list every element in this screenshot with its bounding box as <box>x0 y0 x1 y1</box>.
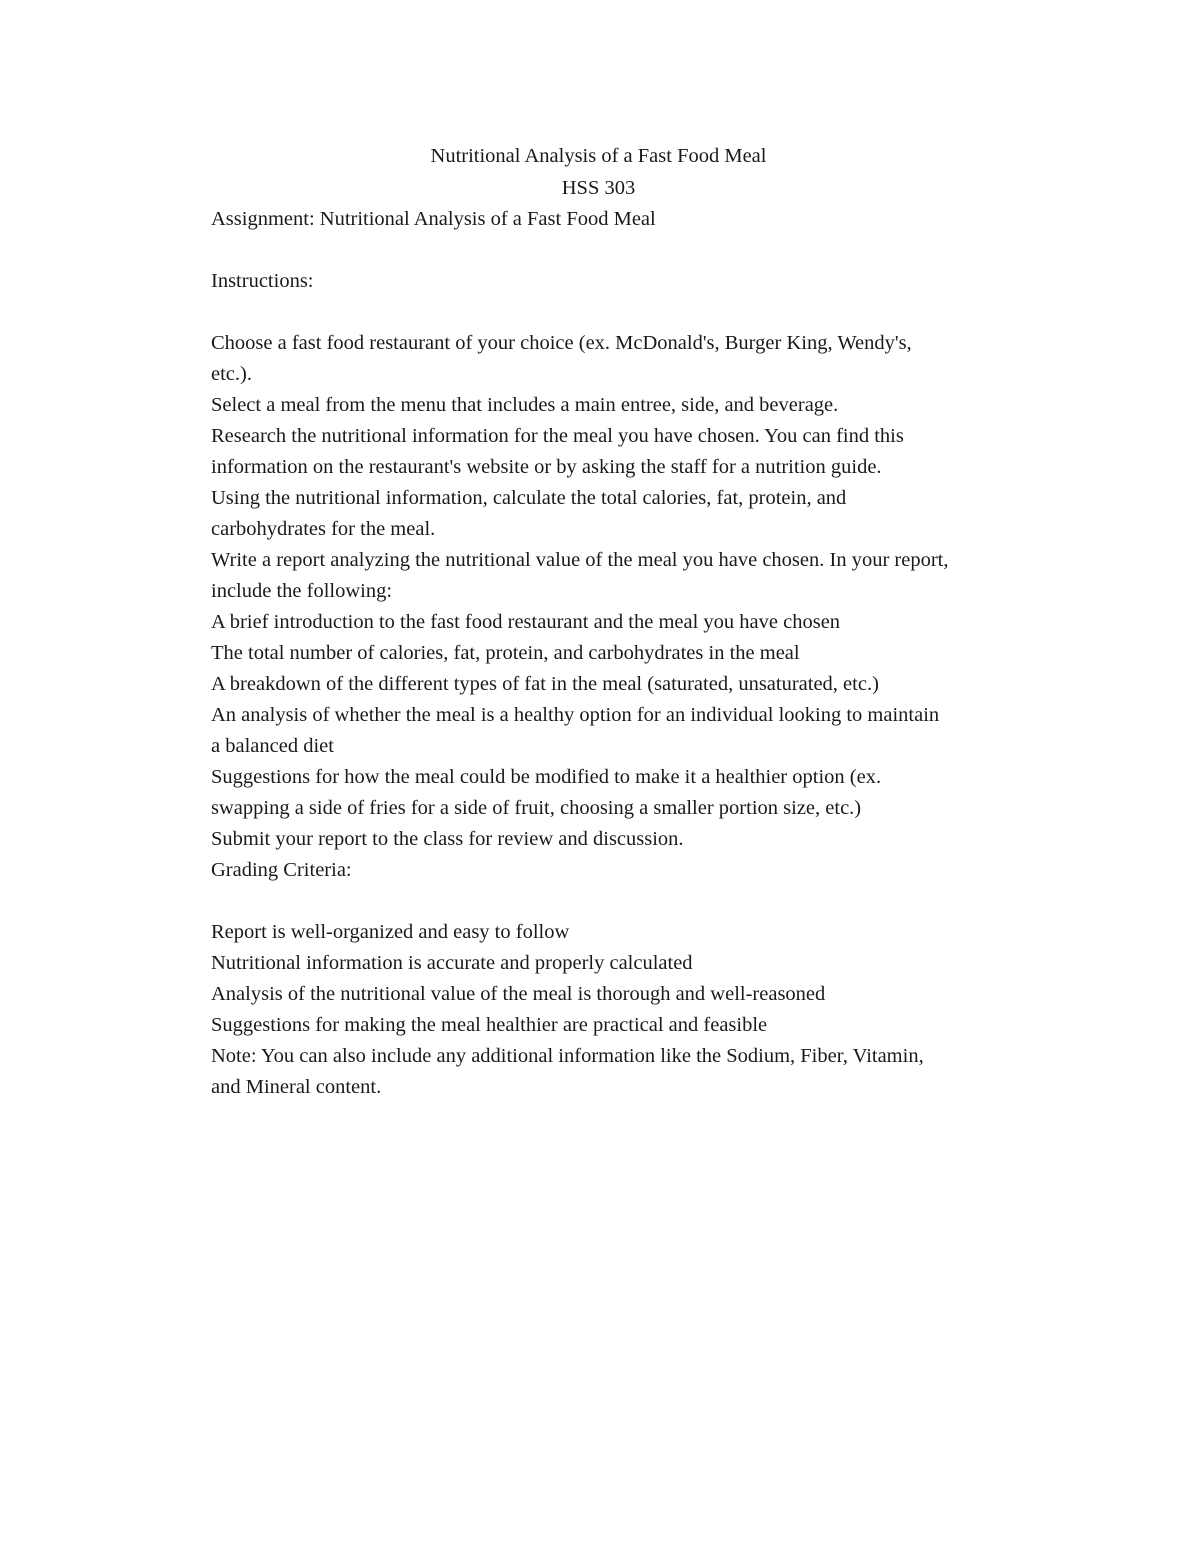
grading-item <box>211 948 1071 979</box>
instruction-item-line: information on the restaurant's website or by asking the staff for a nutrition guide. <box>211 456 882 478</box>
instruction-item-line: Select a meal from the menu that includes a main entree, side, and beverage. <box>211 394 839 416</box>
grading-item-line: Note: You can also include any additional information like the Sodium, Fiber, Vitamin, <box>211 1045 924 1067</box>
instruction-item-line: A brief introduction to the fast food restaurant and the meal you have chosen <box>211 611 841 633</box>
instruction-item <box>211 328 1071 390</box>
instruction-item-line: Research the nutritional information for the meal you have chosen. You can find this <box>211 425 904 447</box>
instruction-item <box>211 824 1071 855</box>
instruction-item-line: The total number of calories, fat, protein, and carbohydrates in the meal <box>211 642 800 664</box>
instruction-item <box>211 607 1071 638</box>
instruction-item-line: Suggestions for how the meal could be modified to make it a healthier option (ex. <box>211 766 882 788</box>
instruction-item-line: include the following: <box>211 580 393 602</box>
document-title: Nutritional Analysis of a Fast Food Meal <box>430 145 767 167</box>
instruction-item <box>211 421 1071 483</box>
instruction-item <box>211 638 1071 669</box>
grading-heading: Grading Criteria: <box>211 859 352 881</box>
instruction-item-line: Using the nutritional information, calculate the total calories, fat, protein, and <box>211 487 847 509</box>
course-code: HSS 303 <box>561 177 636 199</box>
instruction-item-line: A breakdown of the different types of fat in the meal (saturated, unsaturated, etc.) <box>211 673 879 695</box>
spacer <box>211 886 1071 917</box>
assignment-heading: Assignment: Nutritional Analysis of a Fast Food Meal <box>211 208 656 230</box>
instruction-item-line: carbohydrates for the meal. <box>211 518 436 540</box>
spacer <box>211 235 1071 266</box>
instruction-item-line: a balanced diet <box>211 735 334 757</box>
instruction-item-line: swapping a side of fries for a side of fruit, choosing a smaller portion size, etc.) <box>211 797 862 819</box>
grading-item-line: Report is well-organized and easy to follow <box>211 921 570 943</box>
grading-item <box>211 1041 1071 1103</box>
instruction-item-line: etc.). <box>211 363 252 385</box>
instruction-item <box>211 669 1071 700</box>
instruction-item <box>211 390 1071 421</box>
instruction-item <box>211 700 1071 762</box>
grading-item-line: Nutritional information is accurate and properly calculated <box>211 952 693 974</box>
spacer <box>211 297 1071 328</box>
document-body <box>211 140 1071 1103</box>
instruction-item <box>211 545 1071 607</box>
instructions-list <box>211 328 1071 855</box>
instruction-item-line: An analysis of whether the meal is a healthy option for an individual looking to maintain <box>211 704 940 726</box>
grading-item <box>211 917 1071 948</box>
grading-item <box>211 1010 1071 1041</box>
instruction-item <box>211 483 1071 545</box>
grading-item-line: Suggestions for making the meal healthier are practical and feasible <box>211 1014 768 1036</box>
instruction-item-line: Submit your report to the class for review and discussion. <box>211 828 684 850</box>
instruction-item-line: Write a report analyzing the nutritional value of the meal you have chosen. In your report, <box>211 549 949 571</box>
instructions-heading: Instructions: <box>211 270 314 292</box>
grading-item-line: and Mineral content. <box>211 1076 382 1098</box>
instruction-item <box>211 762 1071 824</box>
grading-list <box>211 917 1071 1103</box>
instruction-item-line: Choose a fast food restaurant of your choice (ex. McDonald's, Burger King, Wendy's, <box>211 332 912 354</box>
grading-item <box>211 979 1071 1010</box>
grading-item-line: Analysis of the nutritional value of the meal is thorough and well-reasoned <box>211 983 826 1005</box>
